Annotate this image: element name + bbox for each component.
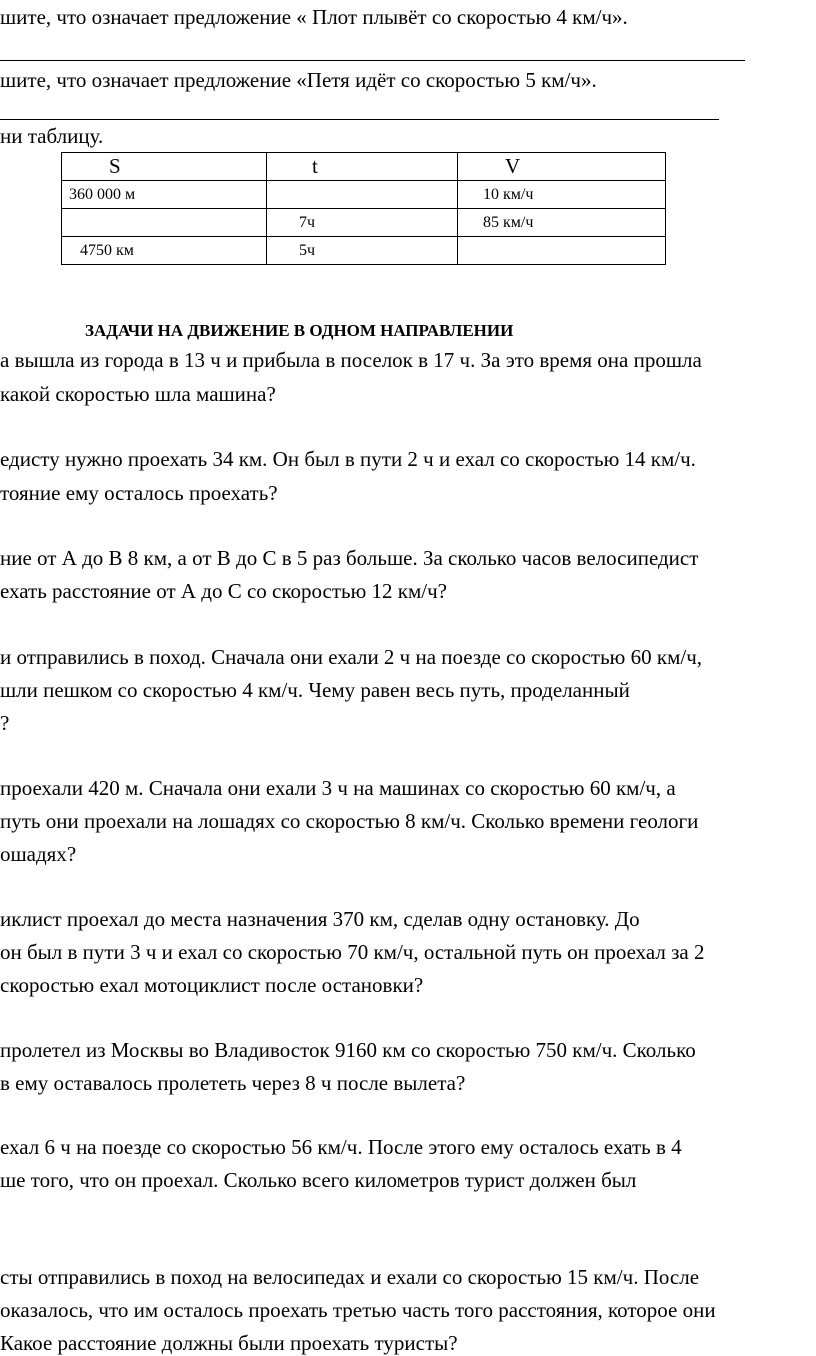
- header-t: t: [267, 153, 458, 181]
- problem-text: в ему оставалось пролететь через 8 ч после вылета?: [0, 1071, 466, 1095]
- speed-time-distance-table: [61, 152, 666, 265]
- problem-text: тояние ему осталось проехать?: [0, 481, 278, 505]
- intro-line-petya: шите, что означает предложение «Петя идёт со скоростью 5 км/ч».: [0, 68, 597, 92]
- table-instruction: ни таблицу.: [0, 124, 104, 148]
- header-v: V: [458, 153, 666, 181]
- problem-text: ше того, что он проехал. Сколько всего километров турист должен был: [0, 1168, 637, 1192]
- problem-text: пролетел из Москвы во Владивосток 9160 км со скоростью 750 км/ч. Сколько: [0, 1038, 696, 1062]
- table-row: [62, 181, 666, 209]
- cell-s: 360 000 м: [62, 181, 267, 209]
- cell-v: 10 км/ч: [458, 181, 666, 209]
- table-header-row: [62, 153, 666, 181]
- answer-line-2: [0, 119, 719, 120]
- problem-text: Какое расстояние должны были проехать туристы?: [0, 1331, 458, 1355]
- problem-text: а вышла из города в 13 ч и прибыла в поселок в 17 ч. За это время она прошла: [0, 348, 702, 372]
- cell-v: 85 км/ч: [458, 209, 666, 237]
- problem-text: путь они проехали на лошадях со скоростью 8 км/ч. Сколько времени геологи: [0, 809, 699, 833]
- problem-text: оказалось, что им осталось проехать третью часть того расстояния, которое они: [0, 1298, 716, 1322]
- cell-s: [62, 209, 267, 237]
- cell-t: 5ч: [267, 237, 458, 265]
- problem-text: шли пешком со скоростью 4 км/ч. Чему равен весь путь, проделанный: [0, 678, 630, 702]
- intro-line-raft: шите, что означает предложение « Плот плывёт со скоростью 4 км/ч».: [0, 5, 628, 29]
- problem-text: проехали 420 м. Сначала они ехали 3 ч на машинах со скоростью 60 км/ч, а: [0, 776, 676, 800]
- problem-text: ние от А до В 8 км, а от В до С в 5 раз больше. За сколько часов велосипедист: [0, 546, 699, 570]
- cell-t: 7ч: [267, 209, 458, 237]
- problem-text: ?: [0, 711, 10, 735]
- problem-text: он был в пути 3 ч и ехал со скоростью 70 км/ч, остальной путь он проехал за 2: [0, 940, 705, 964]
- problem-text: и отправились в поход. Сначала они ехали 2 ч на поезде со скоростью 60 км/ч,: [0, 645, 703, 669]
- problem-text: какой скоростью шла машина?: [0, 382, 276, 406]
- section-title: ЗАДАЧИ НА ДВИЖЕНИЕ В ОДНОМ НАПРАВЛЕНИИ: [85, 321, 514, 340]
- cell-v: [458, 237, 666, 265]
- problem-text: ехал 6 ч на поезде со скоростью 56 км/ч. После этого ему осталось ехать в 4: [0, 1135, 682, 1159]
- table-row: [62, 237, 666, 265]
- problem-text: скоростью ехал мотоциклист после остановки?: [0, 973, 424, 997]
- table-row: [62, 209, 666, 237]
- answer-line-1: [0, 60, 745, 61]
- problem-text: едисту нужно проехать 34 км. Он был в пути 2 ч и ехал со скоростью 14 км/ч.: [0, 447, 696, 471]
- problem-text: ошадях?: [0, 842, 77, 866]
- problem-text: ехать расстояние от А до С со скоростью 12 км/ч?: [0, 579, 447, 603]
- header-s: S: [62, 153, 267, 181]
- cell-t: [267, 181, 458, 209]
- cell-s: 4750 км: [62, 237, 267, 265]
- problem-text: иклист проехал до места назначения 370 км, сделав одну остановку. До: [0, 907, 640, 931]
- problem-text: сты отправились в поход на велосипедах и ехали со скоростью 15 км/ч. После: [0, 1265, 700, 1289]
